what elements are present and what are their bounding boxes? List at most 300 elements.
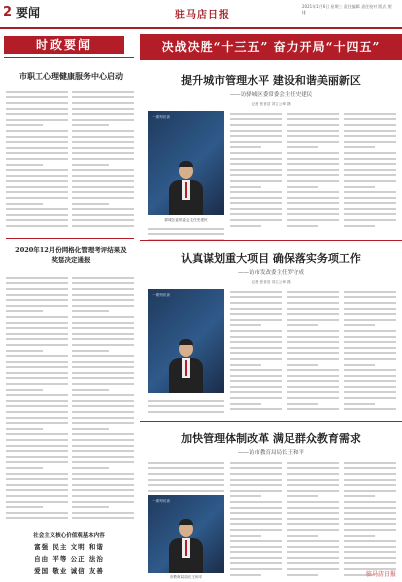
text-line: [6, 96, 68, 98]
text-line: [230, 302, 282, 304]
text-line: [230, 313, 282, 315]
text-line: [230, 523, 282, 525]
text-line: [230, 130, 282, 132]
core-values-title: 社会主义核心价值观基本内容: [33, 533, 105, 539]
person-figure: [169, 519, 203, 573]
text-line: [230, 158, 282, 160]
text-line: [344, 308, 396, 310]
text-line: [148, 479, 224, 481]
text-line: [72, 158, 134, 160]
text-line: [230, 202, 282, 204]
text-line: [344, 146, 375, 148]
text-line: [344, 169, 396, 171]
text-line: [230, 479, 282, 481]
text-line: [230, 308, 282, 310]
text-line: [6, 489, 68, 491]
text-line: [287, 141, 339, 143]
text-line: [72, 288, 134, 290]
text-line: [230, 364, 261, 366]
article-1-body-1: [230, 111, 282, 231]
text-line: [72, 350, 109, 352]
divider: [6, 238, 134, 239]
text-line: [344, 551, 396, 553]
text-line: [230, 529, 282, 531]
text-line: [230, 484, 282, 486]
text-line: [6, 180, 68, 182]
article-3-body-1: [230, 460, 282, 578]
text-line: [6, 141, 68, 143]
text-line: [344, 186, 375, 188]
text-line: [344, 490, 396, 492]
text-line: [6, 203, 43, 205]
text-line: [72, 478, 134, 480]
article-3-subtitle: ——访市教育局局长王和平: [237, 450, 304, 456]
text-line: [72, 495, 134, 497]
text-line: [230, 319, 282, 321]
text-line: [230, 535, 261, 537]
text-line: [230, 495, 261, 497]
text-line: [287, 535, 318, 537]
text-line: [344, 191, 396, 193]
text-line: [6, 164, 43, 166]
text-line: [287, 313, 339, 315]
text-line: [287, 302, 339, 304]
text-line: [230, 375, 282, 377]
text-line: [287, 347, 339, 349]
text-line: [148, 484, 224, 486]
text-line: [72, 141, 134, 143]
text-line: [6, 113, 68, 115]
text-line: [6, 91, 68, 93]
text-line: [344, 130, 396, 132]
text-line: [344, 386, 396, 388]
text-line: [72, 91, 134, 93]
text-line: [230, 291, 282, 293]
text-line: [344, 484, 396, 486]
text-line: [287, 408, 339, 410]
person-figure: [169, 161, 203, 215]
text-line: [230, 336, 282, 338]
text-line: [287, 369, 339, 371]
text-line: [72, 305, 134, 307]
text-line: [287, 358, 339, 360]
article-1-photo: [148, 111, 224, 215]
text-line: [344, 330, 396, 332]
text-line: [344, 158, 396, 160]
text-line: [344, 523, 396, 525]
text-line: [6, 316, 68, 318]
text-line: [6, 310, 43, 312]
text-line: [287, 551, 339, 553]
text-line: [72, 506, 109, 508]
text-line: [72, 316, 134, 318]
text-line: [6, 124, 43, 126]
text-line: [287, 113, 339, 115]
text-line: [230, 568, 282, 570]
text-line: [287, 507, 339, 509]
text-line: [287, 562, 339, 564]
text-line: [287, 324, 318, 326]
text-line: [230, 397, 282, 399]
text-line: [6, 450, 68, 452]
photo-brand: 一系列访谈: [152, 499, 170, 503]
text-line: [6, 119, 68, 121]
article-divider-2: [140, 421, 402, 422]
text-line: [230, 490, 282, 492]
text-line: [344, 518, 396, 520]
text-line: [6, 219, 68, 221]
text-line: [287, 197, 339, 199]
text-line: [230, 507, 282, 509]
text-line: [344, 302, 396, 304]
text-line: [344, 118, 396, 120]
text-line: [230, 369, 282, 371]
text-line: [287, 386, 339, 388]
text-line: [344, 501, 396, 503]
text-line: [72, 108, 134, 110]
text-line: [287, 146, 318, 148]
text-line: [148, 473, 224, 475]
text-line: [148, 228, 224, 230]
text-line: [287, 568, 339, 570]
text-line: [344, 369, 396, 371]
text-line: [6, 294, 68, 296]
article-2-photo: [148, 289, 224, 393]
text-line: [6, 277, 68, 279]
text-line: [230, 473, 282, 475]
article-1-body-3: [344, 111, 396, 231]
text-line: [72, 327, 134, 329]
text-line: [287, 169, 339, 171]
text-line: [148, 411, 224, 413]
text-line: [6, 282, 68, 284]
article-3-photo: [148, 495, 224, 573]
text-line: [6, 102, 68, 104]
core-values-row-1: 富强 民主 文明 和谐: [34, 543, 104, 551]
text-line: [344, 462, 396, 464]
text-line: [6, 517, 68, 519]
text-line: [72, 417, 134, 419]
text-line: [230, 358, 282, 360]
text-line: [6, 299, 68, 301]
text-line: [230, 186, 261, 188]
text-line: [230, 180, 282, 182]
article-2-body-4: [148, 398, 224, 418]
text-line: [230, 551, 282, 553]
text-line: [287, 546, 339, 548]
text-line: [287, 336, 339, 338]
text-line: [6, 428, 43, 430]
article-1-byline: 记者 张晋浩 刘立公章 摄: [251, 102, 291, 106]
text-line: [72, 322, 134, 324]
text-line: [287, 219, 339, 221]
watermark-logo: 驻马店日报: [365, 571, 396, 578]
text-line: [344, 467, 396, 469]
article-1-photo-caption: 驿城区委常委会主任史建民: [164, 218, 208, 222]
text-line: [6, 461, 68, 463]
text-line: [230, 152, 282, 154]
text-line: [287, 202, 339, 204]
text-line: [148, 462, 224, 464]
text-line: [344, 375, 396, 377]
text-line: [72, 473, 134, 475]
text-line: [287, 391, 339, 393]
text-line: [6, 147, 68, 149]
text-line: [287, 225, 318, 227]
text-line: [344, 391, 396, 393]
section-banner: 时政要闻: [4, 36, 124, 54]
text-line: [344, 208, 396, 210]
text-line: [6, 445, 68, 447]
text-line: [72, 282, 134, 284]
left-headline: 市职工心理健康服务中心启动: [19, 71, 123, 81]
article-divider-1: [140, 240, 402, 241]
text-line: [6, 355, 68, 357]
text-line: [344, 495, 375, 497]
text-line: [230, 557, 282, 559]
text-line: [72, 400, 134, 402]
text-line: [72, 147, 134, 149]
text-line: [344, 213, 396, 215]
article-3-body-2: [287, 460, 339, 578]
text-line: [6, 394, 68, 396]
text-line: [6, 333, 68, 335]
text-line: [344, 535, 375, 537]
text-line: [230, 352, 282, 354]
text-line: [344, 336, 396, 338]
text-line: [230, 462, 282, 464]
text-line: [230, 146, 261, 148]
text-line: [6, 136, 68, 138]
text-line: [344, 152, 396, 154]
text-line: [72, 294, 134, 296]
text-line: [287, 574, 318, 576]
text-line: [6, 108, 68, 110]
text-line: [230, 330, 282, 332]
text-line: [6, 473, 68, 475]
text-line: [72, 175, 134, 177]
text-line: [6, 478, 68, 480]
text-line: [6, 169, 68, 171]
text-line: [6, 225, 68, 227]
text-line: [148, 233, 224, 235]
text-line: [230, 562, 282, 564]
text-line: [344, 397, 396, 399]
text-line: [287, 529, 339, 531]
text-line: [287, 512, 339, 514]
text-line: [344, 473, 396, 475]
text-line: [230, 169, 282, 171]
text-line: [6, 456, 68, 458]
text-line: [287, 124, 339, 126]
article-3-body-3: [344, 460, 396, 578]
text-line: [344, 319, 396, 321]
text-line: [344, 225, 375, 227]
text-line: [344, 341, 396, 343]
core-values-box: [4, 527, 134, 579]
text-line: [344, 219, 396, 221]
text-line: [72, 164, 109, 166]
text-line: [344, 540, 396, 542]
text-line: [230, 174, 282, 176]
text-line: [72, 383, 134, 385]
text-line: [287, 523, 339, 525]
text-line: [287, 341, 339, 343]
text-line: [148, 467, 224, 469]
photo-brand: 一系列访谈: [152, 115, 170, 119]
text-line: [6, 175, 68, 177]
text-line: [72, 333, 134, 335]
text-line: [230, 118, 282, 120]
text-line: [72, 180, 134, 182]
text-line: [230, 324, 261, 326]
text-line: [287, 186, 318, 188]
text-line: [230, 113, 282, 115]
text-line: [230, 512, 282, 514]
text-line: [72, 191, 134, 193]
article-3-title: 加快管理体制改革 满足群众教育需求: [181, 432, 361, 445]
text-line: [230, 386, 282, 388]
text-line: [6, 197, 68, 199]
text-line: [344, 479, 396, 481]
text-line: [6, 288, 68, 290]
text-line: [72, 377, 134, 379]
text-line: [6, 186, 68, 188]
text-line: [6, 361, 68, 363]
text-line: [6, 372, 68, 374]
text-line: [6, 338, 68, 340]
text-line: [344, 135, 396, 137]
text-line: [72, 372, 134, 374]
text-line: [344, 296, 396, 298]
text-line: [6, 305, 68, 307]
text-line: [344, 557, 396, 559]
text-line: [72, 456, 134, 458]
text-line: [6, 322, 68, 324]
text-line: [72, 113, 134, 115]
core-values-row-3: 爱国 敬业 诚信 友善: [34, 567, 104, 575]
text-line: [6, 327, 68, 329]
text-line: [6, 439, 68, 441]
text-line: [230, 225, 261, 227]
text-line: [72, 484, 134, 486]
text-line: [287, 403, 318, 405]
text-line: [72, 433, 134, 435]
text-line: [287, 118, 339, 120]
text-line: [344, 562, 396, 564]
text-line: [230, 574, 261, 576]
text-line: [6, 214, 68, 216]
text-line: [72, 203, 109, 205]
text-line: [287, 174, 339, 176]
text-line: [72, 119, 134, 121]
text-line: [344, 408, 396, 410]
text-line: [6, 350, 43, 352]
text-line: [72, 489, 134, 491]
text-line: [72, 467, 109, 469]
text-line: [287, 490, 339, 492]
text-line: [72, 299, 134, 301]
text-line: [344, 403, 375, 405]
text-line: [344, 202, 396, 204]
text-line: [287, 291, 339, 293]
article-2-body-3: [344, 289, 396, 417]
text-line: [230, 135, 282, 137]
text-line: [230, 141, 282, 143]
text-line: [230, 163, 282, 165]
text-line: [230, 208, 282, 210]
text-line: [6, 344, 68, 346]
text-line: [287, 308, 339, 310]
masthead: [0, 0, 402, 30]
article-1-body-2: [287, 111, 339, 231]
text-line: [72, 96, 134, 98]
text-line: [72, 214, 134, 216]
text-line: [287, 375, 339, 377]
text-line: [230, 408, 282, 410]
text-line: [230, 197, 282, 199]
page-section: 要闻: [16, 6, 41, 20]
notice-title: 2020年12月份网格化管理考评结果及奖惩决定通报: [15, 246, 127, 264]
article-2-title: 认真谋划重大项目 确保落实务项工作: [181, 252, 361, 265]
photo-brand: 一系列访谈: [152, 293, 170, 297]
text-line: [230, 124, 282, 126]
text-line: [230, 347, 282, 349]
text-line: [287, 191, 339, 193]
text-line: [72, 102, 134, 104]
article-2-body-2: [287, 289, 339, 417]
text-line: [287, 495, 318, 497]
text-line: [230, 518, 282, 520]
text-line: [287, 557, 339, 559]
article-1-subtitle: ——访驿城区委常委会主任史建民: [229, 92, 313, 98]
text-line: [344, 529, 396, 531]
text-line: [344, 347, 396, 349]
text-line: [344, 163, 396, 165]
core-values-row-2: 自由 平等 公正 法治: [34, 555, 104, 563]
text-line: [230, 380, 282, 382]
text-line: [287, 130, 339, 132]
text-line: [287, 518, 339, 520]
page-number: 2: [3, 5, 13, 20]
text-line: [230, 296, 282, 298]
text-line: [344, 352, 396, 354]
text-line: [72, 389, 109, 391]
text-line: [72, 152, 134, 154]
text-line: [6, 501, 68, 503]
text-line: [230, 540, 282, 542]
banner-rule: [4, 57, 134, 58]
paper-meta: 2021年1月6日 星期三 责任编辑 责任校对 版式 照排: [302, 4, 392, 15]
text-line: [6, 405, 68, 407]
text-line: [72, 394, 134, 396]
text-line: [72, 439, 134, 441]
text-line: [6, 152, 68, 154]
text-line: [6, 411, 68, 413]
text-line: [344, 546, 396, 548]
text-line: [72, 344, 134, 346]
text-line: [72, 517, 134, 519]
text-line: [72, 411, 134, 413]
notice-body: [6, 275, 68, 525]
text-line: [72, 445, 134, 447]
text-line: [6, 389, 43, 391]
text-line: [287, 484, 339, 486]
text-line: [344, 180, 396, 182]
text-line: [287, 397, 339, 399]
text-line: [72, 124, 109, 126]
text-line: [72, 186, 134, 188]
